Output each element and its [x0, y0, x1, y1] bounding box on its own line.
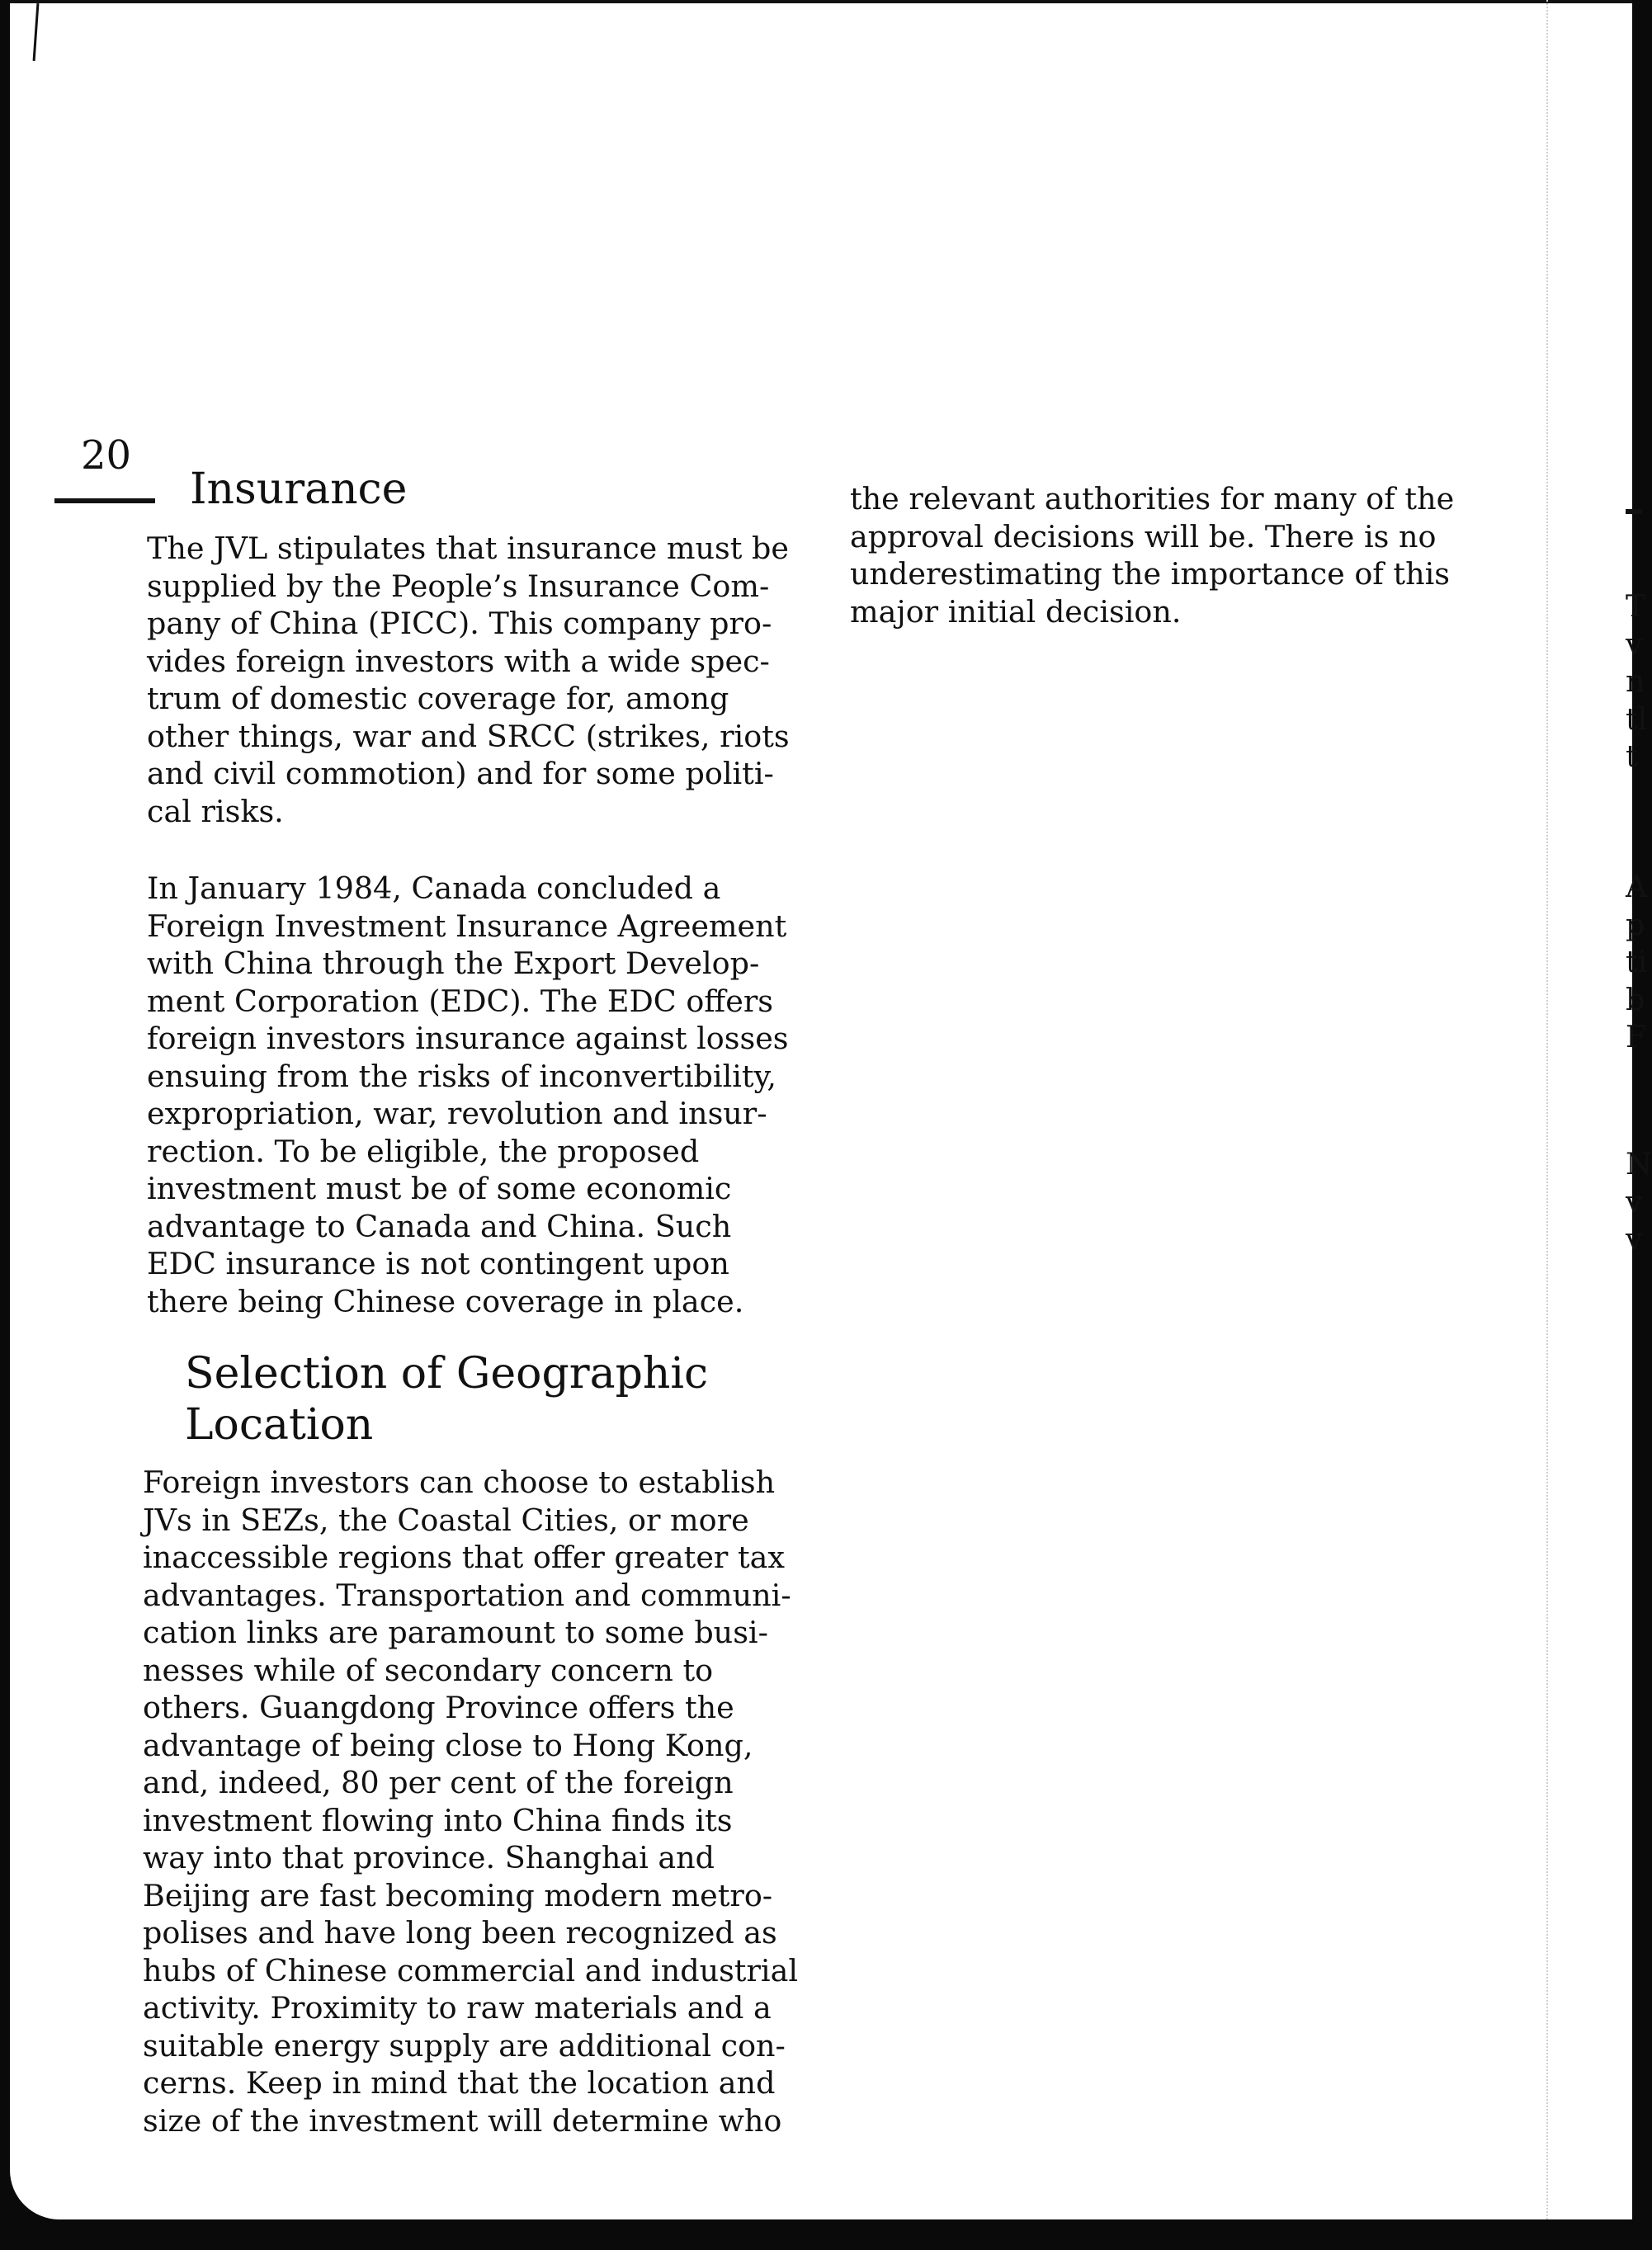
page-number: 20 [81, 432, 132, 479]
adjacent-page-fragment-2: A p ti b F [1626, 869, 1648, 1054]
adjacent-page-rule [1626, 509, 1642, 514]
adjacent-page-fragment-3: N v v [1626, 1146, 1652, 1257]
adjacent-page-gutter [1546, 0, 1634, 2219]
scan-bottom-edge [0, 2219, 1632, 2250]
insurance-paragraph-2: In January 1984, Canada concluded a Foreign Investment Insurance Agreement with China through the Export Develop- ment Corporation (EDC). The EDC offers foreign investors insurance against losses ensuing from the risks of inconvertibility, expropriation, war, revolution and insur- rection. To be eligible, the proposed investment must be of some economic advantage to Canada and China. Such EDC insurance is not contingent upon there being Chinese coverage in place. [147, 870, 789, 1319]
geographic-heading: Selection of Geographic Location [185, 1349, 709, 1450]
document-page [10, 0, 1652, 2219]
adjacent-page-fragment-1: T v n tl t [1626, 588, 1648, 774]
scan-top-edge [10, 0, 1632, 3]
geographic-paragraph: Foreign investors can choose to establish JVs in SEZs, the Coastal Cities, or more inaccessible regions that offer greater tax advantages. Transportation and communi- cation links are paramount to some busi- nesses while of secondary concern to others. Guangdong Province offers the advantage of being close to Hong Kong, and, indeed, 80 per cent of the foreign investment flowing into China finds its way into that province. Shanghai and Beijing are fast becoming modern metro- polises and have long been recognized as hubs of Chinese commercial and industrial activity. Proximity to raw materials and a suitable energy supply are additional con- cerns. Keep in mind that the location and size of the investment will determine who [143, 1465, 799, 2139]
geographic-continuation: the relevant authorities for many of the approval decisions will be. There is no underestimating the importance of this major initial decision. [850, 481, 1455, 630]
insurance-paragraph-1: The JVL stipulates that insurance must be supplied by the People’s Insurance Com- pany of China (PICC). This company pro- vides foreign investors with a wide spec- trum of domestic coverage for, among other things, war and SRCC (strikes, riots and civil commotion) and for some politi- cal risks. [147, 531, 790, 829]
insurance-heading: Insurance [190, 465, 408, 514]
page-number-rule [54, 498, 155, 503]
scan-corner-mark [33, 3, 40, 61]
